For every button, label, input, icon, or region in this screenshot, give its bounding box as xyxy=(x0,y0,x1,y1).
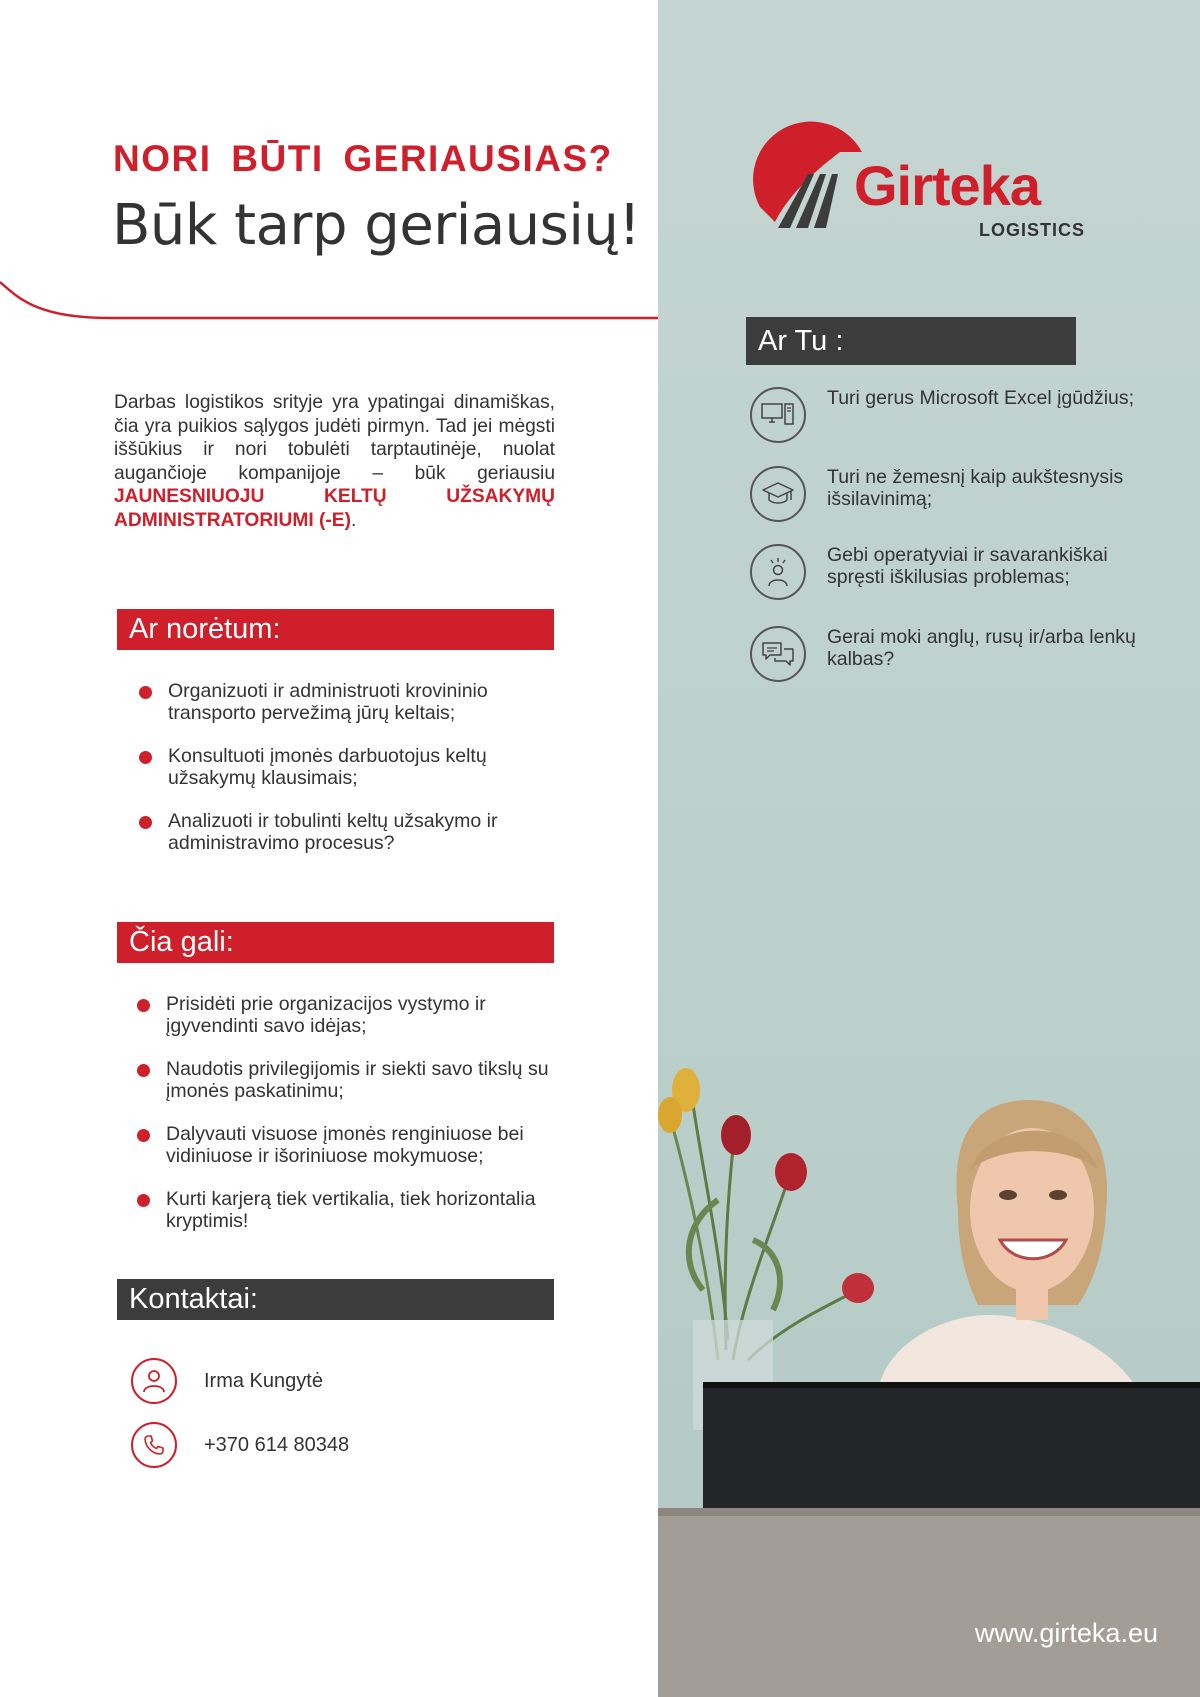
headline-tagline: Būk tarp geriausių! xyxy=(112,193,641,258)
list-item-text: Dalyvauti visuose įmonės renginiuose bei vidiniuose ir išoriniuose mokymuose; xyxy=(166,1123,524,1167)
requirement-text: Gebi operatyviai ir savarankiškai spręsti iškilusias problemas; xyxy=(827,544,1108,588)
bullet-icon xyxy=(139,816,152,829)
contact-phone-number[interactable]: +370 614 80348 xyxy=(204,1433,350,1456)
job-title-highlight: JAUNESNIUOJU KELTŲ UŽSAKYMŲ ADMINISTRATORIUMI (-E) xyxy=(114,486,555,531)
graduation-cap-icon xyxy=(750,466,806,522)
bullet-icon xyxy=(137,999,150,1012)
list-item xyxy=(168,745,558,789)
requirement-item xyxy=(750,466,1190,526)
section-header-kontaktai xyxy=(117,1279,554,1320)
list-item-text: Organizuoti ir administruoti krovininio transporto pervežimą jūrų keltais; xyxy=(168,680,488,724)
list-item xyxy=(168,810,558,854)
bullet-icon xyxy=(137,1129,150,1142)
contact-name: Irma Kungytė xyxy=(204,1369,323,1392)
girteka-logo-mark xyxy=(750,112,870,242)
logo-wordmark: Girteka xyxy=(854,154,1040,217)
phone-icon xyxy=(131,1422,177,1468)
bullet-icon xyxy=(139,686,152,699)
list-item xyxy=(166,1123,561,1167)
intro-end: . xyxy=(350,509,357,531)
person-icon xyxy=(131,1358,177,1404)
list-item xyxy=(166,993,561,1037)
list-item xyxy=(166,1188,561,1232)
chat-bubbles-icon xyxy=(750,626,806,682)
section-title: Ar norėtum: xyxy=(129,613,281,645)
list-item-text: Naudotis privilegijomis ir siekti savo tikslų su įmonės paskatinimu; xyxy=(166,1058,549,1102)
requirement-text: Gerai moki anglų, rusų ir/arba lenkų kalbas? xyxy=(827,626,1136,670)
requirement-item xyxy=(750,387,1190,447)
headline-question: NORI BŪTI GERIAUSIAS? xyxy=(113,138,613,179)
bullet-icon xyxy=(137,1194,150,1207)
section-header-ar-tu xyxy=(746,317,1076,365)
list-item-text: Prisidėti prie organizacijos vystymo ir įgyvendinti savo idėjas; xyxy=(166,993,486,1037)
website-link[interactable]: www.girteka.eu xyxy=(974,1618,1158,1648)
intro-paragraph xyxy=(114,391,555,532)
decorative-swoosh-line xyxy=(0,270,680,330)
contact-person xyxy=(131,1358,323,1404)
contact-phone[interactable] xyxy=(131,1422,349,1468)
right-panel xyxy=(658,0,1200,1697)
requirement-item xyxy=(750,626,1190,686)
list-item-text: Analizuoti ir tobulinti keltų užsakymo ir administravimo procesus? xyxy=(168,810,498,854)
section-header-ar-noretum xyxy=(117,609,554,650)
cia-gali-list xyxy=(166,993,561,1232)
requirement-item xyxy=(750,544,1190,610)
requirement-text: Turi ne žemesnį kaip aukštesnysis išsilavinimą; xyxy=(827,466,1124,510)
intro-text: Darbas logistikos srityje yra ypatingai dinamiškas, čia yra puikios sąlygos judėti pirmyn. Tad jei mėgsti iššūkius ir nori tobulėti tarptautinėje, nuolat augančioje kompanijoje – būk geriausiu xyxy=(114,392,555,484)
idea-person-icon xyxy=(750,544,806,600)
section-title: Ar Tu : xyxy=(758,325,844,357)
list-item-text: Konsultuoti įmonės darbuotojus keltų užsakymų klausimais; xyxy=(168,745,487,789)
bullet-icon xyxy=(137,1064,150,1077)
ar-noretum-list xyxy=(168,680,558,854)
section-title: Čia gali: xyxy=(129,926,234,958)
requirement-text: Turi gerus Microsoft Excel įgūdžius; xyxy=(827,387,1135,409)
section-header-cia-gali xyxy=(117,922,554,963)
section-title: Kontaktai: xyxy=(129,1283,258,1315)
logo-subtitle: LOGISTICS xyxy=(979,220,1086,240)
office-photo xyxy=(658,1060,1200,1697)
bullet-icon xyxy=(139,751,152,764)
list-item xyxy=(166,1058,561,1102)
list-item-text: Kurti karjerą tiek vertikalia, tiek horizontalia kryptimis! xyxy=(166,1188,536,1232)
computer-icon xyxy=(750,387,806,443)
list-item xyxy=(168,680,558,724)
